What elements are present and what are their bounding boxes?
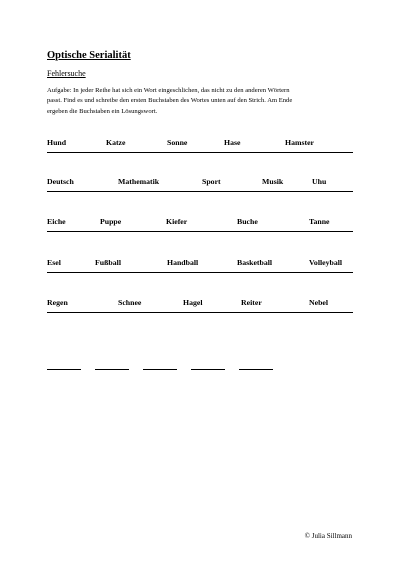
word-item: Kiefer [166, 217, 188, 226]
word-item: Musik [262, 177, 284, 186]
word-item: Volleyball [309, 258, 343, 267]
word-item: Fußball [95, 258, 122, 267]
answer-blank-3[interactable] [143, 369, 177, 370]
word-row-5 [47, 298, 353, 313]
answer-blank-1[interactable] [47, 369, 81, 370]
word-item: Schnee [118, 298, 142, 307]
word-item: Uhu [312, 177, 327, 186]
word-item: Hase [224, 138, 241, 147]
page-title: Optische Serialität [47, 50, 131, 61]
answer-blank-4[interactable] [191, 369, 225, 370]
answer-blank-5[interactable] [239, 369, 273, 370]
word-item: Tanne [309, 217, 330, 226]
copyright-notice: © Julia Sillmann [304, 532, 352, 540]
word-item: Mathematik [118, 177, 160, 186]
word-row-3 [47, 217, 353, 232]
word-item: Deutsch [47, 177, 74, 186]
instruction-line: ergeben die Buchstaben ein Lösungswort. [47, 107, 158, 115]
word-item: Sonne [167, 138, 188, 147]
word-item: Buche [237, 217, 258, 226]
word-item: Regen [47, 298, 68, 307]
word-row-2 [47, 177, 353, 192]
word-item: Nebel [309, 298, 329, 307]
word-item: Katze [106, 138, 126, 147]
instruction-line: passt. Find es und schreibe den ersten Buchstaben des Wortes unten auf den Strich. Am Ende [47, 97, 293, 105]
word-item: Sport [202, 177, 221, 186]
instruction-line: Aufgabe: In jeder Reihe hat sich ein Wort eingeschlichen, das nicht zu den anderen Wörtern [47, 87, 290, 94]
word-item: Basketball [237, 258, 273, 267]
word-item: Reiter [241, 298, 262, 307]
word-item: Hund [47, 138, 67, 147]
word-item: Puppe [100, 217, 122, 226]
word-item: Hamster [285, 138, 315, 147]
word-item: Handball [167, 258, 199, 267]
word-row-1 [47, 138, 353, 153]
answer-blank-2[interactable] [95, 369, 129, 370]
word-item: Eiche [47, 217, 66, 226]
word-item: Esel [47, 258, 61, 267]
word-row-4 [47, 258, 353, 273]
instruction-text [47, 86, 359, 117]
word-item: Hagel [183, 298, 203, 307]
subtitle: Fehlersuche [47, 69, 86, 78]
